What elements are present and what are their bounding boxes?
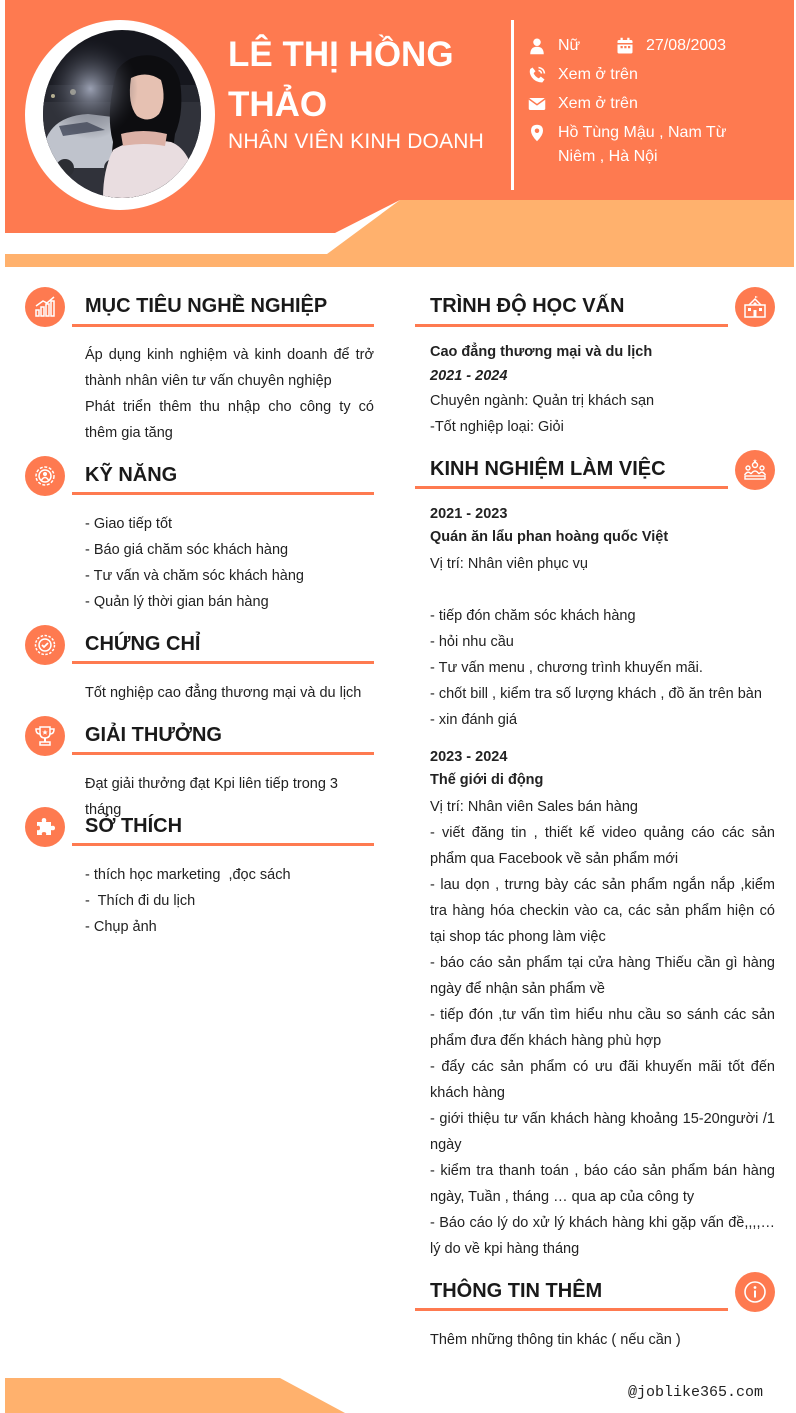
extra-info-icon-badge: [735, 1272, 775, 1312]
extra-info-title: THÔNG TIN THÊM: [430, 1280, 603, 1302]
award-item: Đạt giải thưởng đạt Kpi liên tiếp trong 3 tháng: [85, 776, 338, 818]
envelope-icon: [528, 95, 546, 113]
job-duty: - viết đăng tin , thiết kế video quảng cáo các sản phẩm qua Facebook về sản phẩm mới: [430, 825, 775, 867]
job-duty: - kiểm tra thanh toán , báo cáo sản phẩm bán hàng ngày, Tuần , tháng … qua ap của công ty: [430, 1163, 775, 1205]
awards-icon-badge: [25, 716, 65, 756]
skill-item: - Quản lý thời gian bán hàng: [85, 594, 269, 610]
education-major: Chuyên ngành: Quản trị khách sạn: [430, 393, 655, 409]
education-underline: [415, 324, 728, 327]
certificate-badge-icon: [33, 633, 57, 657]
skill-item: - Tư vấn và chăm sóc khách hàng: [85, 568, 304, 584]
education-icon-badge: [735, 287, 775, 327]
education-school: Cao đẳng thương mại và du lịch: [430, 344, 653, 360]
extra-info-underline: [415, 1308, 728, 1311]
job-duty: - chốt bill , kiểm tra số lượng khách , đồ ăn trên bàn: [430, 686, 762, 702]
team-icon: [743, 458, 767, 482]
skills-title: KỸ NĂNG: [85, 464, 178, 486]
user-icon: [528, 37, 546, 55]
extra-info-text: [430, 1327, 775, 1353]
job-header: [430, 746, 775, 792]
experience-title: KINH NGHIỆM LÀM VIỆC: [430, 458, 666, 480]
education-period: 2021 - 2024: [430, 368, 508, 384]
certificates-underline: [72, 661, 374, 664]
skills-underline: [72, 492, 374, 495]
education-details: [430, 388, 775, 440]
puzzle-piece-icon: [33, 815, 57, 839]
awards-underline: [72, 752, 374, 755]
career-goal-icon-badge: [25, 287, 65, 327]
hobby-item: - Thích đi du lịch: [85, 893, 196, 909]
candidate-role: NHÂN VIÊN KINH DOANH: [228, 130, 485, 153]
career-goal-line: Phát triển thêm thu nhập cho công ty có thêm gia tăng: [85, 399, 374, 441]
certificates-list: [85, 680, 374, 706]
education-grade: -Tốt nghiệp loại: Giỏi: [430, 419, 564, 435]
education-title: TRÌNH ĐỘ HỌC VẤN: [430, 295, 625, 317]
birthdate-value: 27/08/2003: [646, 37, 727, 54]
job-period: 2021 - 2023: [430, 506, 508, 522]
job-duty: - giới thiệu tư vấn khách hàng khoảng 15-20người /1 ngày: [430, 1111, 775, 1153]
career-goal-text: [85, 342, 374, 446]
skill-item: - Giao tiếp tốt: [85, 516, 173, 532]
school-building-icon: [743, 295, 767, 319]
footer-accent-bar: [5, 1378, 345, 1413]
certificates-title: CHỨNG CHỈ: [85, 633, 201, 655]
job-duty: - xin đánh giá: [430, 712, 518, 728]
candidate-name: LÊ THỊ HỒNG THẢO: [228, 35, 454, 124]
extra-info-line: Thêm những thông tin khác ( nếu cần ): [430, 1332, 681, 1348]
certificate-item: Tốt nghiệp cao đẳng thương mại và du lịch: [85, 685, 362, 701]
gear-person-icon: [33, 464, 57, 488]
gender-value: Nữ: [558, 37, 581, 54]
info-icon: [743, 1280, 767, 1304]
header: [5, 0, 794, 267]
hobbies-icon-badge: [25, 807, 65, 847]
job-duties: [430, 603, 775, 733]
job-duty: - đẩy các sản phẩm có ưu đãi khuyến mãi tốt đến khách hàng: [430, 1059, 775, 1101]
contact-address: [528, 121, 748, 171]
avatar: [43, 30, 201, 198]
contact-birthdate: [616, 34, 786, 58]
job-position-block: [430, 551, 775, 577]
job-company: Thế giới di động: [430, 772, 544, 788]
header-divider: [511, 20, 514, 190]
trophy-icon: [33, 724, 57, 748]
address-value: Hồ Tùng Mậu , Nam Từ Niêm , Hà Nội: [558, 124, 727, 165]
location-pin-icon: [528, 124, 546, 142]
hobby-item: - thích học marketing ,đọc sách: [85, 867, 291, 883]
contact-email: [528, 92, 728, 116]
footer-brand: @joblike365.com: [628, 1384, 764, 1401]
job-duty: - Báo cáo lý do xử lý khách hàng khi gặp vấn đề,,,,…lý do về kpi hàng tháng: [430, 1215, 775, 1257]
experience-underline: [415, 486, 728, 489]
experience-icon-badge: [735, 450, 775, 490]
career-goal-underline: [72, 324, 374, 327]
education-body: [430, 340, 775, 388]
job-company: Quán ăn lẩu phan hoàng quốc Việt: [430, 529, 669, 545]
job-duties: [430, 794, 775, 1262]
hobby-item: - Chụp ảnh: [85, 919, 157, 935]
skill-item: - Báo giá chăm sóc khách hàng: [85, 542, 289, 558]
career-goal-line: Áp dụng kinh nghiệm và kinh doanh để trở thành nhân viên tư vấn chuyên nghiệp: [85, 347, 374, 389]
job-period: 2023 - 2024: [430, 749, 508, 765]
calendar-icon: [616, 37, 634, 55]
skills-icon-badge: [25, 456, 65, 496]
job-header: [430, 503, 775, 549]
email-value: Xem ở trên: [558, 95, 638, 112]
certificates-icon-badge: [25, 625, 65, 665]
job-position: Vị trí: Nhân viên Sales bán hàng: [430, 799, 638, 815]
job-duty: - Tư vấn menu , chương trình khuyến mãi.: [430, 660, 703, 676]
awards-title: GIẢI THƯỞNG: [85, 724, 222, 746]
job-position: Vị trí: Nhân viên phục vụ: [430, 556, 588, 572]
hobbies-list: [85, 862, 374, 940]
job-duty: - hỏi nhu cầu: [430, 634, 514, 650]
phone-icon: [528, 66, 546, 84]
hobbies-title: SỞ THÍCH: [85, 815, 183, 837]
phone-value: Xem ở trên: [558, 66, 638, 83]
job-duty: - tiếp đón chăm sóc khách hàng: [430, 608, 636, 624]
job-duty: - báo cáo sản phẩm tại cửa hàng Thiếu cần gì hàng ngày để nhận sản phẩm về: [430, 955, 775, 997]
skills-list: [85, 511, 374, 615]
hobbies-underline: [72, 843, 374, 846]
career-goal-title: MỤC TIÊU NGHỀ NGHIỆP: [85, 295, 328, 317]
job-duty: - tiếp đón ,tư vấn tìm hiểu nhu cầu so sánh các sản phẩm đưa đến khách hàng phù hợp: [430, 1007, 775, 1049]
growth-chart-icon: [33, 295, 57, 319]
contact-phone: [528, 63, 728, 87]
job-duty: - lau dọn , trưng bày các sản phẩm ngắn nắp ,kiểm tra hàng hóa checkin vào ca, các sản phẩm hiện có tại shop tác phong làm việc: [430, 877, 775, 945]
